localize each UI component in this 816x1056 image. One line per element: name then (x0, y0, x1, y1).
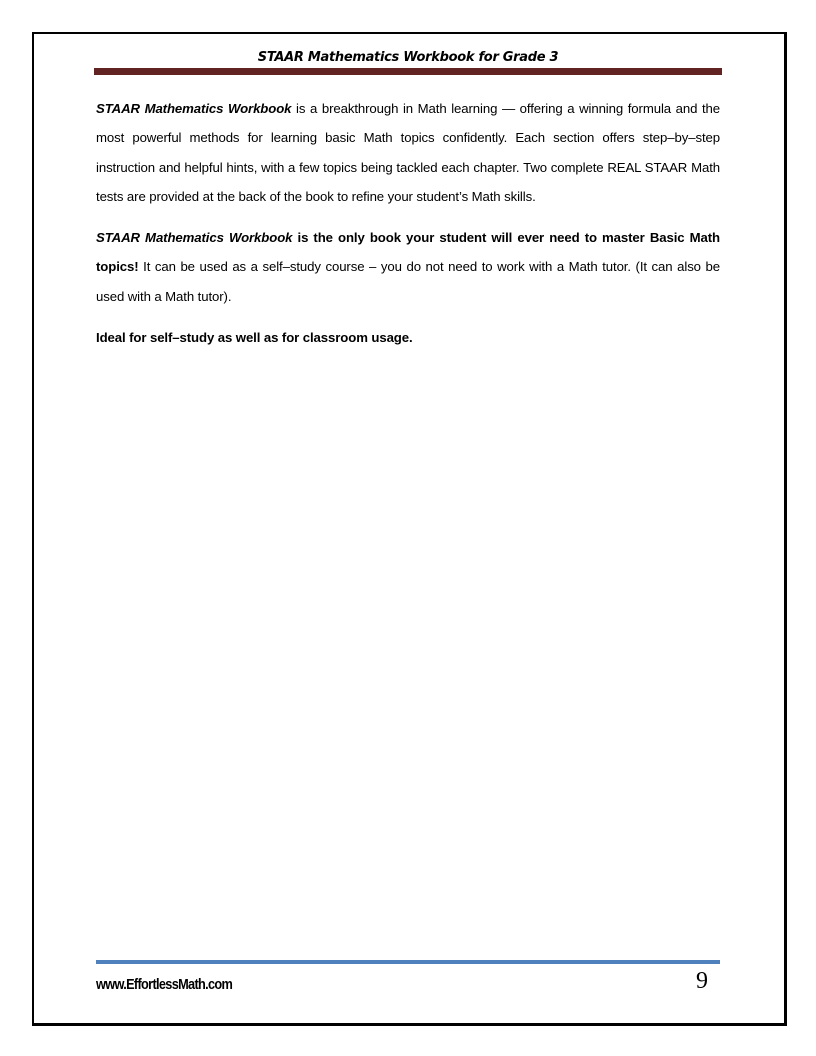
paragraph-ideal-usage (96, 323, 720, 352)
emphasis-text: Ideal for self–study as well as for classroom usage. (96, 330, 413, 346)
page-number: 9 (696, 968, 708, 994)
running-header: STAAR Mathematics Workbook for Grade 3 (257, 50, 559, 65)
emphasis-text: is the only book your student will ever need to master Basic Math topics! (96, 230, 720, 275)
footer-website-url: www.EffortlessMath.com (96, 976, 233, 993)
book-title-reference: STAAR Mathematics Workbook (96, 230, 293, 246)
paragraph-intro (96, 94, 720, 211)
header-rule (94, 68, 722, 75)
body-content (96, 94, 720, 364)
footer-rule (96, 960, 720, 964)
paragraph-only-book (96, 223, 720, 311)
paragraph-text: is a breakthrough in Math learning — offering a winning formula and the most powerful methods for learning basic Math topics confidently. Each section offers step–by–step instruction and helpful hints, with a few topics being tackled each chapter. Two complete REAL STAAR Math tests are provided at the back of the book to refine your student’s Math skills. (96, 101, 720, 204)
paragraph-text: It can be used as a self–study course – you do not need to work with a Math tutor. (It can also be used with a Math tutor). (96, 259, 720, 304)
book-title-reference: STAAR Mathematics Workbook (96, 101, 292, 116)
